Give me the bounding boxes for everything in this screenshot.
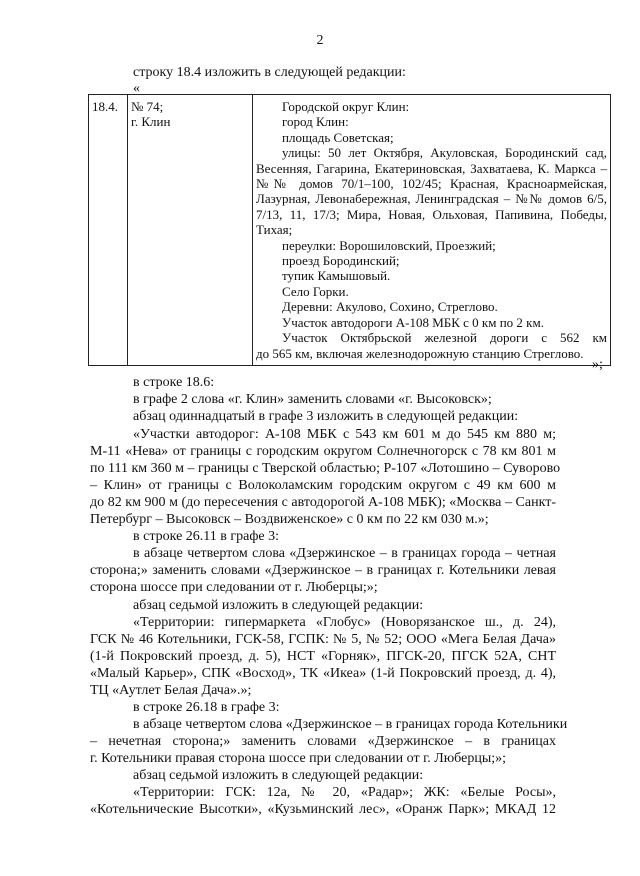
body-line: «Территории: гипермаркета «Глобус» (Новорязанское ш., д. 24), — [133, 615, 556, 630]
body-line: абзац одиннадцатый в графе 3 изложить в следующей редакции: — [133, 409, 519, 424]
district-name: г. Клин — [131, 114, 171, 130]
territory-line: до 565 км, включая железнодорожную станцию Стреглово. — [256, 345, 584, 361]
territory-line: тупик Камышовый. — [282, 268, 391, 284]
territory-line: №№ домов 70/1–100, 102/45; Красная, Красноармейская, — [256, 176, 607, 192]
body-line: в абзаце четвертом слова «Дзержинское – в границах города Котельники — [133, 717, 568, 732]
territory-line: Тихая; — [256, 222, 293, 238]
body-line: ГСК № 46 Котельники, ГСК-58, ГСПК: № 5, № 52; ООО «Мега Белая Дача» — [90, 632, 556, 647]
district-cell — [128, 95, 253, 366]
row-number-cell — [89, 95, 128, 366]
intro-line: строку 18.4 изложить в следующей редакции: — [133, 65, 406, 80]
body-line: в строке 26.11 в графе 3: — [133, 529, 280, 544]
body-line: сторона;» заменить словами «Дзержинское – в границах г. Котельники левая — [90, 563, 556, 578]
row-number: 18.4. — [92, 99, 118, 114]
close-quote: »; — [592, 357, 603, 372]
body-line: в графе 2 слова «г. Клин» заменить словами «г. Высоковск»; — [133, 392, 492, 407]
open-quote: « — [133, 81, 140, 96]
body-line: до 82 км 900 м (до пересечения с автодорогой А-108 МБК); «Москва – Санкт- — [90, 495, 556, 510]
body-line: абзац седьмой изложить в следующей редакции: — [133, 598, 424, 613]
body-line: абзац седьмой изложить в следующей редакции: — [133, 768, 424, 783]
body-line: (1-й Покровский проезд, д. 5), НСТ «Горняк», ПГСК-20, ПГСК 52А, СНТ — [90, 649, 556, 664]
body-line: по 111 км 360 м – границы с Тверской областью; Р-107 «Лотошино – Суворово — [90, 461, 561, 476]
body-line: в строке 26.18 в графе 3: — [133, 700, 280, 715]
territory-line: Участок автодороги А-108 МБК с 0 км по 2 км. — [282, 314, 544, 330]
body-line: – нечетная сторона;» заменить словами «Дзержинское – в границах — [90, 734, 556, 749]
amendment-table — [88, 94, 611, 366]
body-line: ТЦ «Аутлет Белая Дача».»; — [90, 683, 252, 698]
body-line: г. Котельники правая сторона шоссе при следовании от г. Люберцы;»; — [90, 751, 507, 766]
territory-line: Участок Октябрьской железной дороги с 562 км — [282, 330, 607, 346]
territory-line: Деревни: Акулово, Сохино, Стреглово. — [282, 299, 498, 315]
body-line: «Котельнические Высотки», «Кузьминский лес», «Оранж Парк»; МКАД 12 — [90, 802, 556, 817]
body-line: «Территории: ГСК: 12а, № 20, «Радар»; ЖК: «Белые Росы», — [133, 785, 556, 800]
body-line: М-11 «Нева» от границы с городским округом Солнечногорск с 78 км 801 м — [90, 444, 556, 459]
territory-line: площадь Советская; — [282, 129, 394, 145]
territory-line: улицы: 50 лет Октября, Акуловская, Бородинский сад, — [282, 145, 607, 161]
table-row — [89, 95, 611, 366]
district-number: № 74; — [131, 99, 164, 114]
page-number: 2 — [316, 33, 324, 48]
body-line: сторона шоссе при следовании от г. Люберцы;»; — [90, 580, 378, 595]
body-line: – Клин» от границы с Волоколамским городским округом с 49 км 600 м — [90, 478, 556, 493]
body-line: в абзаце четвертом слова «Дзержинское – в границах города – четная — [133, 546, 556, 561]
territory-line: переулки: Ворошиловский, Проезжий; — [282, 237, 496, 253]
territory-line: Городской округ Клин: — [282, 99, 410, 114]
body-line: «Участки автодорог: А-108 МБК с 543 км 601 м до 545 км 880 м; — [133, 427, 556, 442]
territory-line: Весенняя, Гагарина, Екатериновская, Захватаева, К. Маркса – — [256, 160, 607, 176]
body-line: «Малый Карьер», СПК «Восход», ТК «Икеа» (1-й Покровский проезд, д. 4), — [90, 666, 556, 681]
body-line: в строке 18.6: — [133, 375, 215, 390]
territory-line: Село Горки. — [282, 283, 349, 299]
territory-cell — [253, 95, 611, 366]
territory-line: проезд Бородинский; — [282, 253, 400, 269]
territory-line: Лазурная, Левонабережная, Ленинградская – №№ домов 6/5, — [256, 191, 607, 207]
body-line: Петербург – Высоковск – Воздвиженское» с 0 км по 22 км 030 м.»; — [90, 512, 489, 527]
territory-line: город Клин: — [282, 114, 349, 130]
territory-line: 7/13, 11, 17/3; Мира, Новая, Ольховая, Папивина, Победы, — [256, 206, 607, 222]
